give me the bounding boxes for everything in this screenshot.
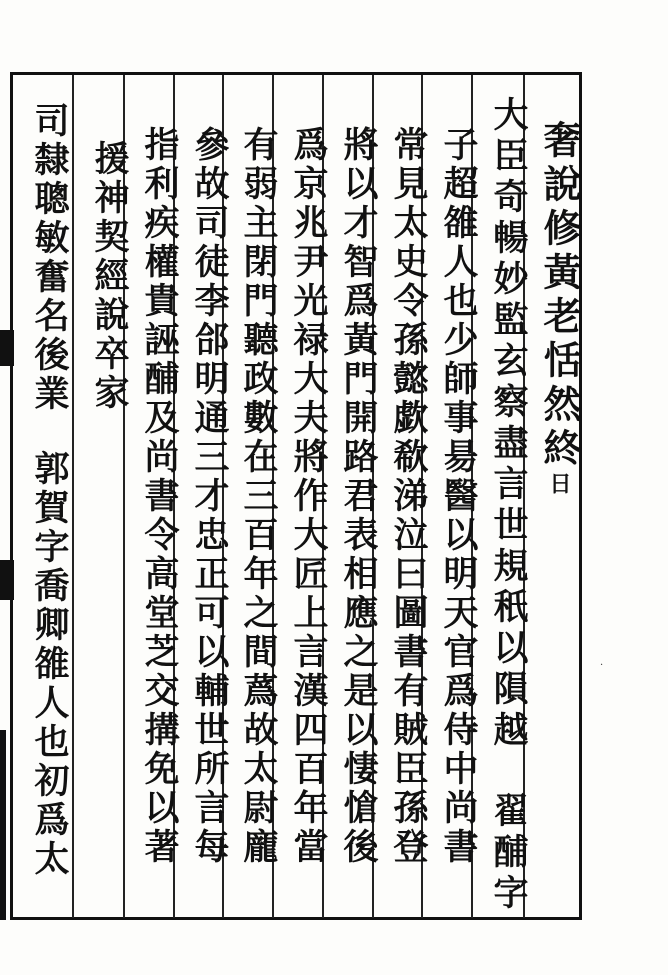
column-text: 大臣奇暢妙監玄察盡言世規秖以隕越 [488,96,529,752]
column-text: 奢說修黃老恬然終 [537,120,582,472]
text-column [425,78,483,914]
text-column [475,78,533,914]
text-column [526,78,584,914]
text-column [16,78,74,914]
column-text: 援神契經說卒家 [89,140,130,413]
text-column [76,78,134,914]
column-note: 日 [546,472,572,496]
column-tail: 翟酺字 [488,792,529,915]
text-column [275,78,333,914]
column-text: 參故司徒李郃明通三才忠正可以輔世所言每 [189,126,230,867]
column-tail: 郭賀字喬卿雒人也初爲太 [29,450,70,879]
column-text: 有弱主閉門聽政數在三百年之間蔿故太尉龐 [238,126,279,867]
text-column [375,78,433,914]
column-text: 爲京兆尹光禄大夫將作大匠上言漢四百年當 [288,126,329,867]
text-column [325,78,383,914]
column-text: 司隸聰敏奮名後業 [29,102,70,414]
column-text: 子超雒人也少師事昜醫以明天官爲侍中尚書 [438,126,479,867]
column-text: 將以才智爲黃門開路君表相應之是以悽愴後 [338,126,379,867]
column-text: 常見太史令孫懿歔欷涕泣曰圖書有賊臣孫登 [388,126,429,867]
column-text: 指利疾權貴誣酺及尚書令高堂芝交搆免以著 [139,126,180,867]
paper-speck: · [600,660,604,671]
text-column [176,78,234,914]
gutter-mark [0,730,6,920]
text-column [126,78,184,914]
